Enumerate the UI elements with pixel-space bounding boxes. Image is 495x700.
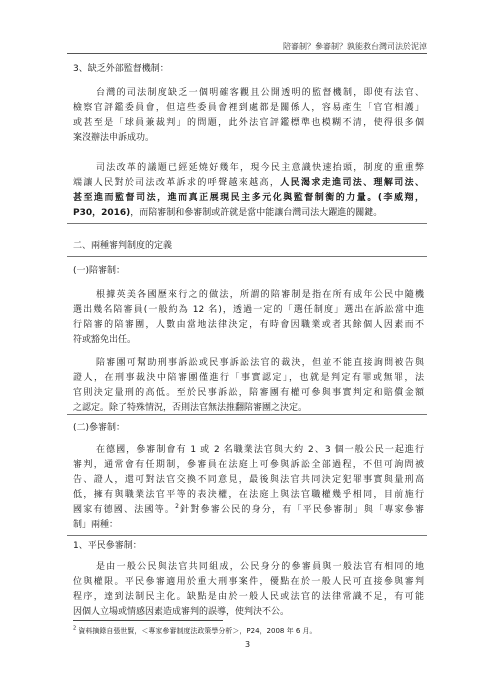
citation: P30，2016): [73, 208, 131, 218]
text-line: 檢察官評鑑委員會，但這些委員會裡到處都是關係人，容易產生「官官相護」: [73, 103, 424, 113]
text-line: 是由一般公民與法官共同組成，公民身分的參審員與一般法官有相同的地: [96, 562, 424, 572]
subsection-heading-civilian: 1、平民參審制：: [73, 541, 142, 551]
footnote: [73, 626, 317, 636]
text-line: [73, 176, 424, 191]
paragraph-jury-role: [73, 356, 424, 416]
bold-text: 人民渴求走進司法、理解司法、: [280, 178, 424, 188]
text-line: [73, 191, 424, 206]
footnote-ref[interactable]: 2: [175, 503, 179, 510]
text-line: 低，擁有與職業法官平等的表決權，在法庭上與法官職權幾乎相同，目前施行: [73, 490, 424, 500]
section-divider: [67, 256, 427, 257]
header-rule: [67, 53, 427, 54]
subsection-heading-jury: (一)陪審制：: [73, 266, 126, 276]
bold-text: 甚至進而監督司法，進而真正展現民主多元化與監督制衡的力量。(李威翔，: [73, 193, 424, 203]
paragraph-reform: [73, 161, 424, 221]
text-line: 程序，達到法制民主化。缺點是由於一般人民或法官的法律常識不足，有可能: [73, 592, 424, 602]
text-line: 在德國，參審制會有 1 或 2 名職業法官與大約 2、3 個一般公民一起進行: [96, 445, 424, 455]
text-line: 行陪審的陪審團，人數由當地法律決定，有時會因職業或者其餘個人因素而不: [73, 320, 424, 330]
text-line: 位與權限。平民參審適用於重大刑事案件，優點在於一般人民可直接參與審判: [73, 577, 424, 587]
text-line: [73, 206, 424, 221]
text-run: 端讓人民對於司法改革訴求的呼聲越來越高，: [73, 178, 281, 188]
text-line: 或甚至是「球員兼裁判」的問題，此外法官評鑑標準也模糊不清，使得很多個: [73, 118, 424, 128]
text-line: 告、證人，還可對法官交換不同意見，最後與法官共同決定犯罪事實與量刑高: [73, 475, 424, 485]
paragraph-civilian: [73, 560, 424, 620]
text-run: 針對參審公民的身分，有「平民參審制」與「專家參審: [178, 505, 424, 515]
text-line: 選出幾名陪審員(一般約為 12 名)，透過一定的「選任制度」選出在訴訟當中進: [73, 305, 424, 315]
paragraph-lay-judge: [73, 443, 424, 533]
paragraph-jury-definition: [73, 288, 424, 348]
text-line: 之認定。除了特殊情況，否則法官無法推翻陪審團之決定。: [73, 403, 308, 413]
section-heading-definitions: 二、兩種審判制度的定義: [73, 241, 173, 251]
subsection-heading-lay-judge: (二)參審制：: [73, 423, 126, 433]
text-line: 陪審團可幫助刑事訴訟或民事訴訟法官的裁決，但並不能直接詢問被告與: [96, 358, 424, 368]
text-line: 符或豁免出任。: [73, 335, 137, 345]
text-line: [73, 503, 424, 518]
section-divider: [67, 535, 427, 536]
footnote-rule: [73, 620, 223, 621]
text-line: 根據英美各國歷來行之的做法，所謂的陪審制是指在所有成年公民中隨機: [96, 290, 424, 300]
text-line: 審判，通常會有任期制，參審員在法庭上可參與訴訟全部過程，不但可詢問被: [73, 460, 424, 470]
text-line: 官則決定量刑的高低。至於民事訴訟，陪審團有權可參與事實判定和賠償金額: [73, 388, 424, 398]
footnote-text: 資料摘錄自張世賢，＜專家參審制度法政策學分析＞，P24，2008 年 6 月。: [78, 627, 317, 635]
text-line: 因個人立場或情感因素造成審判的誤導，使判決不公。: [73, 607, 290, 617]
text-run: ，而陪審制和參審制或許就是當中能讓台灣司法大躍進的關鍵。: [130, 208, 383, 218]
text-line: 司法改革的議題已經延燒好幾年，現今民主意識快速抬頭，制度的重重弊: [96, 163, 424, 173]
paragraph-oversight: [73, 86, 424, 146]
running-header: 陪審制？參審制？孰能救台灣司法於泥淖: [283, 42, 427, 51]
text-line: 案沒辦法申訴成功。: [73, 133, 155, 143]
text-line: 台灣的司法制度缺乏一個明確客觀且公開透明的監督機制，即使有法官、: [96, 88, 424, 98]
section-divider: [67, 223, 427, 224]
footnote-marker: 2: [73, 625, 77, 632]
text-line: 制」兩種：: [73, 520, 119, 530]
text-line: 證人，在刑事裁決中陪審團僅進行「事實認定」，也就是判定有罪或無罪，法: [73, 373, 424, 383]
section-divider: [67, 414, 427, 415]
text-run: 國家有德國、法國等。: [73, 505, 176, 515]
page-number: 3: [244, 640, 251, 649]
subsection-heading-oversight: 3、缺乏外部監督機制：: [73, 64, 169, 74]
